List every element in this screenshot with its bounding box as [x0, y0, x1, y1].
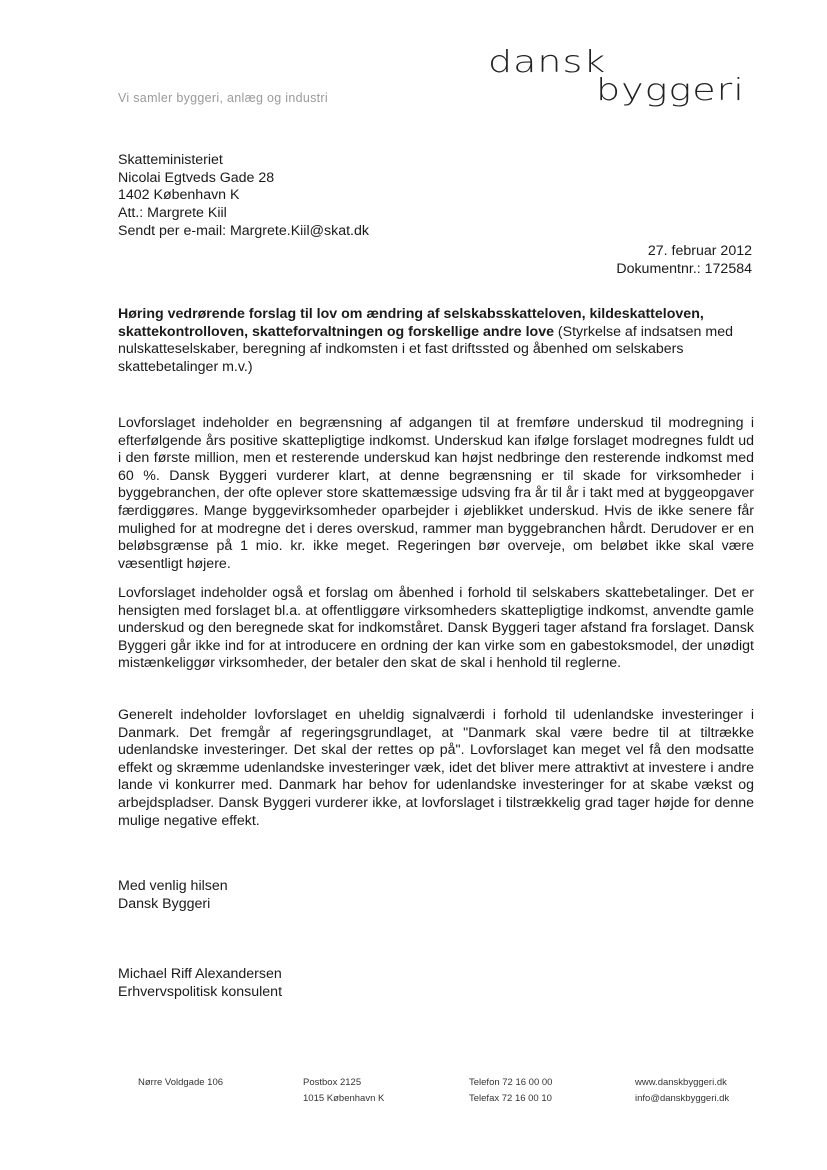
- recipient-street: Nicolai Egtveds Gade 28: [118, 169, 275, 186]
- recipient-att: Att.: Margrete Kiil: [118, 205, 227, 222]
- logo-line2: byggeri: [596, 72, 745, 108]
- body-paragraph-3: Generelt indeholder lovforslaget en uheldig signalværdi i forhold til udenlandske investeringer i Danmark. Det fremgår af regeringsgrundlaget, at "Danmark skal være bedre til at tiltrække udenlandske investeringer. Det skal der rettes op på". Lovforslaget kan meget vel få den modsatte effekt og skræmme udenlandske investeringer væk, idet det bliver mere attraktivt at investere i andre lande vi konkurrer med. Danmark har behov for udenlandske investeringer for at skabe vækst og arbejdspladser. Dansk Byggeri vurderer ikke, at lovforslaget i tilstrækkelig grad tager højde for denne mulige negative effekt.: [118, 707, 754, 829]
- footer-phone-line: Telefon 72 16 00 00: [469, 1077, 553, 1088]
- body-paragraph-1: Lovforslaget indeholder en begrænsning af adgangen til at fremføre underskud til modregning i efterfølgende års positive skattepligtige indkomst. Underskud kan ifølge forslaget modregnes fuldt ud i den første million, men et resterende underskud kan højst nedbringe den resterende indkomst med 60 %. Dansk Byggeri vurderer klart, at denne begrænsning er til skade for virksomheder i byggebranchen, der ofte oplever store skattemæssige udsving fra år til år i takt med at byggeopgaver færdiggøres. Mange byggevirksomheder oparbejder i øjeblikket underskud. Hvis de ikke senere får mulighed for at modregne det i deres overskud, rammer man byggebranchen hårdt. Derudover er en beløbsgrænse på 1 mio. kr. ikke meget. Regeringen bør overveje, om beløbet ikke skal være væsentligt højere.: [118, 415, 754, 572]
- date-block: [616, 243, 752, 278]
- body-paragraph-2: Lovforslaget indeholder også et forslag om åbenhed i forhold til selskabers skattebetalinger. Det er hensigten med forslaget bl.a. at offentliggøre virksomheders skattepligtige indkomst, anvendte gamle underskud og den beregnede skat for indkomståret. Dansk Byggeri tager afstand fra forslaget. Dansk Byggeri går ikke ind for at introducere en ordning der kan virke som en gabestoksmodel, der unødigt mistænkeliggør virksomheder, der betaler den skat de skal i henhold til reglerne.: [118, 585, 754, 672]
- footer-web: [635, 1075, 729, 1107]
- signature-name: Michael Riff Alexandersen: [118, 966, 282, 982]
- subject: [118, 306, 758, 376]
- recipient-name: Skatteministeriet: [118, 152, 223, 168]
- footer-address: [138, 1075, 223, 1091]
- letter-date: 27. februar 2012: [647, 243, 752, 259]
- footer-fax: Telefax 72 16 00 10: [469, 1093, 552, 1104]
- recipient-sent: Sendt per e-mail: Margrete.Kiil@skat.dk: [118, 222, 369, 239]
- recipient-city: 1402 København K: [118, 187, 240, 204]
- recipient-address: [118, 152, 369, 241]
- footer-postcity: 1015 København K: [303, 1093, 385, 1104]
- signature-title: Erhvervspolitisk konsulent: [118, 983, 283, 1000]
- signature: [118, 966, 282, 1001]
- subject-bold: Høring vedrørende forslag til lov om ændring af selskabsskatteloven, kildeskatteloven, skattekontrolloven, skatteforvaltningen og forskellige andre love: [118, 306, 704, 340]
- document-number: Dokumentnr.: 172584: [616, 260, 752, 277]
- dansk-byggeri-logo: [488, 44, 758, 114]
- logo-line1: dansk: [488, 44, 607, 80]
- closing: [118, 878, 228, 913]
- footer-street: Nørre Voldgade 106: [138, 1077, 224, 1088]
- footer-postbox-line: Postbox 2125: [303, 1077, 362, 1088]
- footer-website: www.danskbyggeri.dk: [635, 1077, 727, 1088]
- closing-org: Dansk Byggeri: [118, 895, 211, 912]
- footer-email: info@danskbyggeri.dk: [635, 1093, 730, 1104]
- footer-phone: [469, 1075, 552, 1107]
- closing-greeting: Med venlig hilsen: [118, 878, 228, 894]
- tagline: Vi samler byggeri, anlæg og industri: [118, 91, 328, 105]
- subject-normal: (Styrkelse af indsatsen med nulskatteselskaber, beregning af indkomsten i et fast driftssted og åbenhed om selskabers skattebetalinger m.v.): [118, 323, 733, 375]
- footer-postbox: [303, 1075, 384, 1107]
